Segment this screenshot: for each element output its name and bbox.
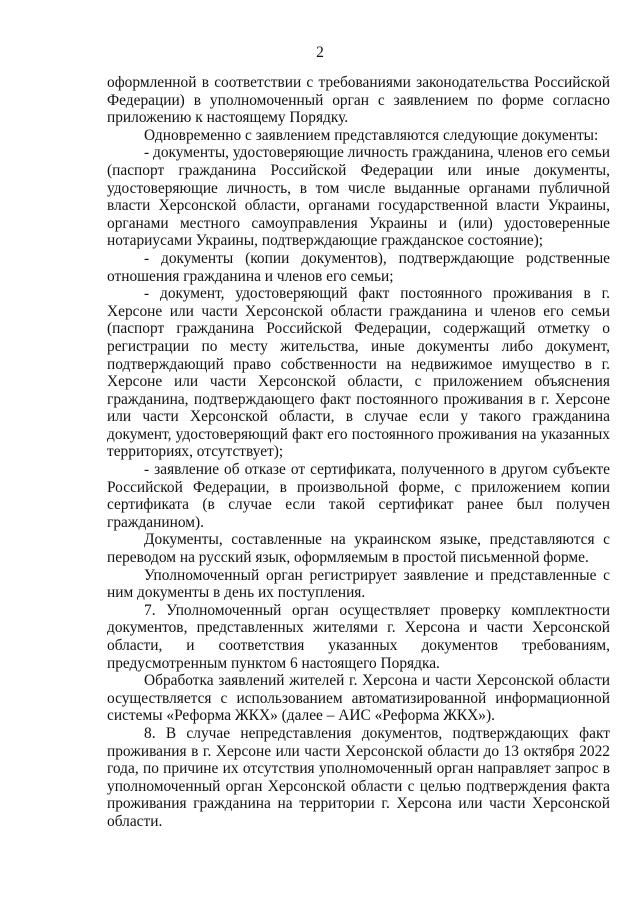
clause-8: 8. В случае непредставления документов, подтверждающих факт проживания в г. Херсоне или части Херсонской области до 13 октября 2022 года, по причине их отсутствия уполномоченный орган направляет запрос в уполномоченный орган Херсонской области с целью подтверждения факта проживания гражданина на территории г. Херсона или части Херсонской области. (107, 724, 610, 830)
document-body (107, 74, 610, 831)
paragraph-continuation: оформленной в соответствии с требованиями законодательства Российской Федерации) в уполномоченный орган с заявлением по форме согласно приложению к настоящему Порядку. (107, 74, 610, 127)
list-item-certificate-refusal: - заявление об отказе от сертификата, полученного в другом субъекте Российской Федерации, в произвольной форме, с приложением копии сертификата (в случае если такой сертификат ранее был получен гражданином). (107, 461, 610, 531)
paragraph-registration: Уполномоченный орган регистрирует заявление и представленные с ним документы в день их поступления. (107, 566, 610, 602)
page-number: 2 (316, 44, 324, 61)
paragraph-documents-intro: Одновременно с заявлением представляются следующие документы: (144, 126, 599, 144)
list-item-kinship-documents: - документы (копии документов), подтверждающие родственные отношения гражданина и членов его семьи; (107, 249, 610, 285)
paragraph-processing-ais: Обработка заявлений жителей г. Херсона и части Херсонской области осуществляется с использованием автоматизированной информационной системы «Реформа ЖКХ» (далее – АИС «Реформа ЖКХ»). (107, 672, 610, 725)
clause-7: 7. Уполномоченный орган осуществляет проверку комплектности документов, представленных жителями г. Херсона и части Херсонской области, и соответствия указанных документов требованиям, предусмотренным пунктом 6 настоящего Порядка. (107, 601, 610, 672)
list-item-residence-document: - документ, удостоверяющий факт постоянного проживания в г. Херсоне или части Херсонской области гражданина и членов его семьи (паспорт гражданина Российской Федерации, содержащий отметку о регистрации по месту жительства, иные документы либо документ, подтверждающий право собственности на недвижимое имущество в г. Херсоне или части Херсонской области, с приложением объяснения гражданина, подтверждающего факт постоянного проживания в г. Херсоне или части Херсонской области, в случае если у такого гражданина документ, удостоверяющий факт его постоянного проживания на указанных территориях, отсутствует); (107, 285, 610, 461)
list-item-identity-documents: - документы, удостоверяющие личность гражданина, членов его семьи (паспорт гражданина Российской Федерации или иные документы, удостоверяющие личность, в том числе выданные органами публичной власти Херсонской области, органами государственной власти Украины, органами местного самоуправления Украины и (или) удостоверенные нотариусами Украины, подтверждающие гражданское состояние); (107, 144, 610, 250)
paragraph-translation: Документы, составленные на украинском языке, представляются с переводом на русский язык, оформляемым в простой письменной форме. (107, 531, 610, 567)
